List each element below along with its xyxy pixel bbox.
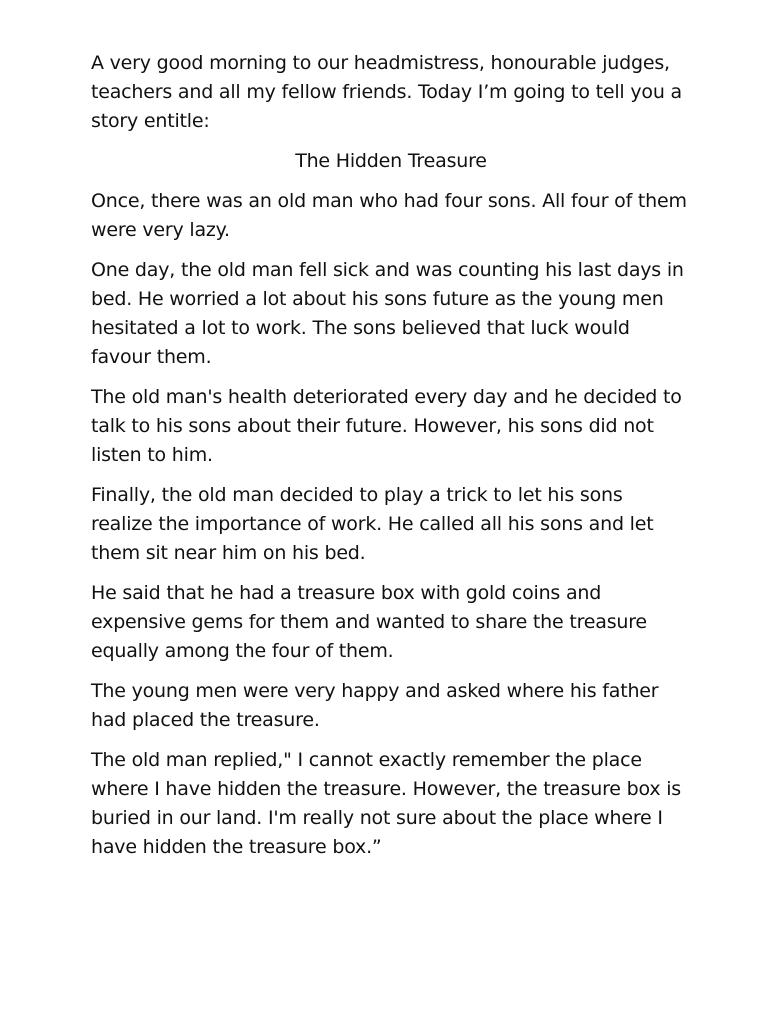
story-paragraph-3: The old man's health deteriorated every day and he decided to talk to his sons about their future. However, his sons did not listen to him. bbox=[91, 386, 682, 466]
story-paragraph-4: Finally, the old man decided to play a trick to let his sons realize the importance of work. He called all his sons and let them sit near him on his bed. bbox=[91, 484, 654, 564]
story-paragraph-6: The young men were very happy and asked where his father had placed the treasure. bbox=[91, 680, 659, 731]
story-paragraph-5: He said that he had a treasure box with gold coins and expensive gems for them and wanted to share the treasure equally among the four of them. bbox=[91, 582, 647, 662]
story-title: The Hidden Treasure bbox=[295, 150, 487, 172]
intro-paragraph: A very good morning to our headmistress, honourable judges, teachers and all my fellow friends. Today I’m going to tell you a story entitle: bbox=[91, 52, 682, 132]
story-paragraph-2: One day, the old man fell sick and was counting his last days in bed. He worried a lot about his sons future as the young men hesitated a lot to work. The sons believed that luck would favour them. bbox=[91, 259, 684, 368]
story-paragraph-7: The old man replied," I cannot exactly remember the place where I have hidden the treasure. However, the treasure box is buried in our land. I'm really not sure about the place where I have hidden the treasure box.” bbox=[91, 749, 681, 858]
document-body bbox=[91, 49, 687, 873]
story-paragraph-1: Once, there was an old man who had four sons. All four of them were very lazy. bbox=[91, 190, 687, 241]
